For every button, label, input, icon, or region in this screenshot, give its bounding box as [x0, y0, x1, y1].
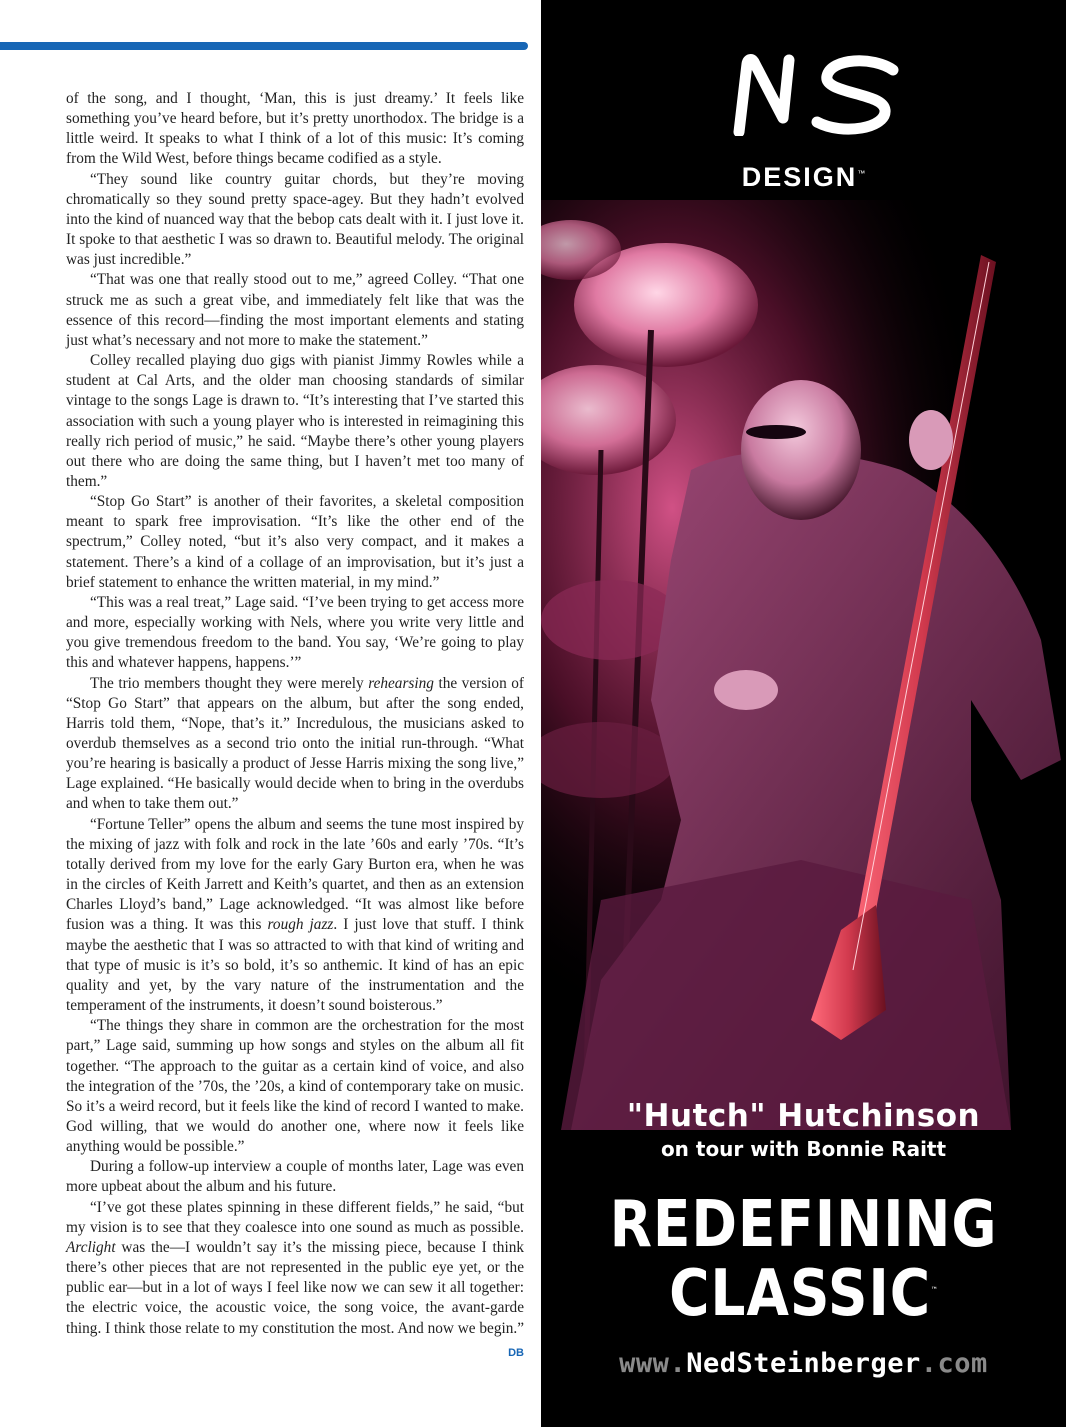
- advertisement: [541, 0, 1066, 1427]
- end-mark: DB: [508, 1346, 524, 1359]
- article-body: [66, 89, 524, 1363]
- paragraph-text: was the—I wouldn’t say it’s the missing piece, because I think there’s other pieces that are not represented in the public eye yet, or the public ear—but in a lot of ways I feel like now we can sew it all together: the electric voice, the acoustic voice, the song voice, the avant-garde thing. I think those relate to my constitution the most. And now we begin.”: [66, 1238, 524, 1337]
- accent-rule: [0, 42, 528, 50]
- paragraph-text: “Stop Go Start” is another of their favorites, a skeletal composition meant to spark free improvisation. “It’s like the other end of the spectrum,” Colley noted, “but it’s also very compact, and it makes a statement. There’s a kind of a collage of an improvisation, but it’s just a brief statement to enhance the written material, in my mind.”: [66, 493, 524, 591]
- tour-caption: on tour with Bonnie Raitt: [660, 1137, 947, 1161]
- paragraph-text: “This was a real treat,” Lage said. “I’ve been trying to get access more and more, especially working with Nels, where you write very little and you give tremendous freedom to the band. You say, ‘We’re going to play this and whatever happens, happens.’”: [66, 593, 524, 672]
- article-paragraph: [66, 270, 524, 351]
- article-paragraph: [66, 492, 524, 593]
- article-paragraph: [66, 674, 524, 815]
- paragraph-text: The trio members thought they were merely: [90, 674, 369, 692]
- artist-name: "Hutch" Hutchinson: [626, 1098, 981, 1134]
- italic-title: Arclight: [66, 1238, 116, 1256]
- paragraph-text: “The things they share in common are the orchestration for the most part,” Lage said, summing up how songs and styles on the album all fit together. “The approach to the guitar as a certain kind of voice, and also the integration of the ’70s, the ’20s, a kind of contemporary take on music. So it’s a weird record, but it feels like the kind of record I wanted to make. God willing, that we would do another one, where now it feels like anything would be possible.”: [66, 1017, 524, 1156]
- paragraph-text: “They sound like country guitar chords, but they’re moving chromatically so they sound pretty space-agey. But they hadn’t evolved into the kind of nuanced way that the bebop cats dealt with it. I just love it. It spoke to that aesthetic I was so drawn to. Beautiful melody. The original was just incredible.”: [66, 170, 524, 269]
- paragraph-text: Colley recalled playing duo gigs with pianist Jimmy Rowles while a student at Cal Arts, and the older man choosing standards of similar vintage to the songs Lage is drawn to. “It’s interesting that I’ve started this association with such a young player who is interested in reimagining this really rich period of music,” he said. “Maybe there’s other young players out there who are doing the same thing, but I haven’t met too many of them.”: [66, 352, 524, 490]
- article-paragraph: [66, 170, 524, 271]
- article-paragraph: [66, 1016, 524, 1157]
- paragraph-text: of the song, and I thought, ‘Man, this is just dreamy.’ It feels like something you’ve heard before, but it’s pretty unorthodox. The bridge is a little weird. It speaks to what I think of a lot of this music: It’s coming from the Wild West, before things became codified as a style.: [66, 90, 524, 168]
- tagline-line-1: REDEFINING: [609, 1188, 998, 1262]
- tagline-line-2: CLASSIC™: [669, 1257, 938, 1331]
- article-paragraph: [66, 89, 524, 170]
- paragraph-text: “Fortune Teller” opens the album and seems the tune most inspired by the mixing of jazz with folk and rock in the late ’60s and early ’70s. “It’s totally derived from my love for the early Gary Burton era, when he was in the circles of Keith Jarrett and Keith’s quartet, and then as an extension Charles Lloyd’s band,” Lage acknowledged. “It was almost like before fusion was a thing. It was this: [66, 815, 524, 934]
- article-paragraph: [66, 1157, 524, 1197]
- italic-title: rough jazz: [267, 916, 334, 934]
- article-paragraph: [66, 351, 524, 492]
- italic-title: rehearsing: [368, 674, 434, 692]
- article-paragraph: [66, 1198, 524, 1359]
- paragraph-text: “That was one that really stood out to me,” agreed Colley. “That one struck me as such a great vibe, and immediately felt like that was the essence of this record—finding the most important elements and stating just what’s necessary and not more to make the statement.”: [66, 271, 524, 349]
- paragraph-text: . I just love that stuff. I think maybe the aesthetic that I was so attracted to with that kind of writing and that type of music is it’s so bold, it’s so anthemic. It kind of has an epic quality and yet, by the vary nature of the instrumentation and the temperament of the instruments, it doesn’t sound boisterous.”: [66, 916, 524, 1015]
- ns-logo-mark: [733, 52, 903, 136]
- paragraph-text: the version of “Stop Go Start” that appears on the album, but after the song ended, Harris told them, “Nope, that’s it.” Incredulous, the musicians asked to overdub themselves as a second trio onto the initial run-through. “What you’re hearing is basically a product of Jesse Harris mixing the song live,” Lage explained. “He basically would decide when to bring in the overdubs and when to take them out.”: [66, 674, 525, 813]
- brand-wordmark: DESIGN™: [741, 162, 866, 192]
- article-paragraph: [66, 593, 524, 674]
- article-paragraph: [66, 815, 524, 1017]
- paragraph-text: During a follow-up interview a couple of months later, Lage was even more upbeat about the album and his future.: [66, 1158, 524, 1196]
- paragraph-text: “I’ve got these plates spinning in these different fields,” he said, “but my vision is to see that they coalesce into one sound as much as possible.: [66, 1198, 524, 1236]
- website-url[interactable]: www.NedSteinberger.com: [619, 1348, 988, 1379]
